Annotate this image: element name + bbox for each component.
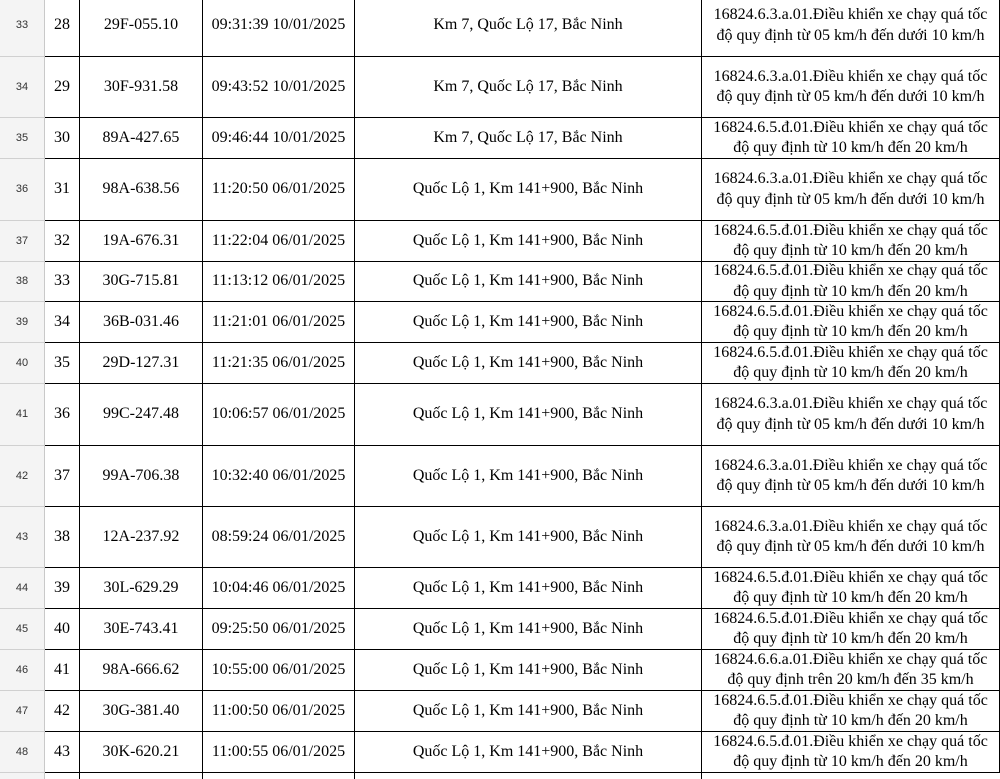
violation-cell xyxy=(702,221,1000,262)
timestamp-cell: 11:00:50 06/01/2025 xyxy=(203,691,355,732)
timestamp-cell: 10:32:40 06/01/2025 xyxy=(203,446,355,507)
location-cell: Quốc Lộ 1, Km 141+900, Bắc Ninh xyxy=(355,302,702,343)
serial-number-cell: 35 xyxy=(45,343,80,384)
serial-number-cell: 34 xyxy=(45,302,80,343)
violation-text: 16824.6.3.a.01.Điều khiển xe chạy quá tốc độ quy định từ 05 km/h đến dưới 10 km/h xyxy=(713,456,988,494)
timestamp-cell: 10:55:00 06/01/2025 xyxy=(203,650,355,691)
table-row xyxy=(0,568,1000,609)
timestamp-cell: 11:21:01 06/01/2025 xyxy=(203,302,355,343)
table-row xyxy=(0,302,1000,343)
row-number: 36 xyxy=(0,159,45,221)
serial-number-cell: 42 xyxy=(45,691,80,732)
table-row xyxy=(0,446,1000,507)
table-row xyxy=(0,0,1000,57)
violation-text: 16824.6.5.đ.01.Điều khiển xe chạy quá tốc độ quy định từ 10 km/h đến 20 km/h xyxy=(713,609,988,647)
violation-text: 16824.6.5.đ.01.Điều khiển xe chạy quá tốc độ quy định từ 10 km/h đến 20 km/h xyxy=(713,568,988,606)
serial-number-cell: 41 xyxy=(45,650,80,691)
license-plate-cell: 19A-676.31 xyxy=(80,221,203,262)
violation-text: 16824.6.3.a.01.Điều khiển xe chạy quá tốc độ quy định từ 05 km/h đến dưới 10 km/h xyxy=(713,395,988,433)
location-cell: Quốc Lộ 1, Km 141+900, Bắc Ninh xyxy=(355,691,702,732)
row-number: 48 xyxy=(0,732,45,773)
location-cell: Quốc Lộ 1, Km 141+900, Bắc Ninh xyxy=(355,159,702,221)
serial-number-cell: 36 xyxy=(45,384,80,446)
timestamp-cell: 10:06:57 06/01/2025 xyxy=(203,384,355,446)
row-number: 45 xyxy=(0,609,45,650)
table-row xyxy=(0,507,1000,568)
serial-number-cell: 43 xyxy=(45,732,80,773)
table-row xyxy=(0,691,1000,732)
table-row xyxy=(0,732,1000,773)
table-row xyxy=(0,650,1000,691)
violation-text: 16824.6.5.đ.01.Điều khiển xe chạy quá tốc độ quy định từ 10 km/h đến 20 km/h xyxy=(713,302,988,340)
timestamp-cell: 09:43:52 10/01/2025 xyxy=(203,57,355,118)
serial-number-cell: 28 xyxy=(45,0,80,57)
table-row xyxy=(0,118,1000,159)
violation-cell xyxy=(702,384,1000,446)
violation-cell xyxy=(702,343,1000,384)
violation-text: 16824.6.3.a.01.Điều khiển xe chạy quá tốc độ quy định từ 05 km/h đến dưới 10 km/h xyxy=(713,170,988,208)
timestamp-cell: 08:59:24 06/01/2025 xyxy=(203,507,355,568)
table-row xyxy=(0,221,1000,262)
timestamp-cell: 11:22:04 06/01/2025 xyxy=(203,221,355,262)
row-number: 35 xyxy=(0,118,45,159)
location-cell: Quốc Lộ 1, Km 141+900, Bắc Ninh xyxy=(355,609,702,650)
row-number: 44 xyxy=(0,568,45,609)
violation-cell xyxy=(702,159,1000,221)
location-cell: Km 7, Quốc Lộ 17, Bắc Ninh xyxy=(355,57,702,118)
timestamp-cell: 09:25:50 06/01/2025 xyxy=(203,609,355,650)
violation-cell xyxy=(702,262,1000,302)
row-number: 40 xyxy=(0,343,45,384)
violation-text: 16824.6.5.đ.01.Điều khiển xe chạy quá tốc độ quy định từ 10 km/h đến 20 km/h xyxy=(713,262,988,300)
row-number-stub xyxy=(0,773,45,779)
license-plate-cell: 29D-127.31 xyxy=(80,343,203,384)
license-plate-cell: 30E-743.41 xyxy=(80,609,203,650)
violation-text: 16824.6.5.đ.01.Điều khiển xe chạy quá tốc độ quy định từ 10 km/h đến 20 km/h xyxy=(713,732,988,770)
table-row xyxy=(0,609,1000,650)
violation-cell xyxy=(702,446,1000,507)
violation-text: 16824.6.6.a.01.Điều khiển xe chạy quá tốc độ quy định trên 20 km/h đến 35 km/h xyxy=(713,650,988,688)
violation-cell xyxy=(702,732,1000,773)
license-plate-cell: 30F-931.58 xyxy=(80,57,203,118)
timestamp-cell: 09:46:44 10/01/2025 xyxy=(203,118,355,159)
location-cell: Quốc Lộ 1, Km 141+900, Bắc Ninh xyxy=(355,568,702,609)
violation-text: 16824.6.5.đ.01.Điều khiển xe chạy quá tốc độ quy định từ 10 km/h đến 20 km/h xyxy=(713,221,988,259)
table-row xyxy=(0,262,1000,302)
violation-cell xyxy=(702,691,1000,732)
location-cell: Quốc Lộ 1, Km 141+900, Bắc Ninh xyxy=(355,732,702,773)
partial-next-row xyxy=(0,773,1000,779)
location-cell: Km 7, Quốc Lộ 17, Bắc Ninh xyxy=(355,118,702,159)
license-plate-cell: 89A-427.65 xyxy=(80,118,203,159)
license-plate-cell: 30G-381.40 xyxy=(80,691,203,732)
serial-number-cell: 29 xyxy=(45,57,80,118)
timestamp-cell: 09:31:39 10/01/2025 xyxy=(203,0,355,57)
license-plate-cell: 99C-247.48 xyxy=(80,384,203,446)
timestamp-cell: 11:00:55 06/01/2025 xyxy=(203,732,355,773)
violation-cell xyxy=(702,650,1000,691)
row-number: 43 xyxy=(0,507,45,568)
violation-text: 16824.6.3.a.01.Điều khiển xe chạy quá tốc độ quy định từ 05 km/h đến dưới 10 km/h xyxy=(713,67,988,105)
serial-number-cell: 39 xyxy=(45,568,80,609)
violation-cell xyxy=(702,302,1000,343)
license-plate-cell: 30L-629.29 xyxy=(80,568,203,609)
table-row xyxy=(0,384,1000,446)
license-plate-cell: 98A-638.56 xyxy=(80,159,203,221)
license-plate-cell: 12A-237.92 xyxy=(80,507,203,568)
location-cell: Quốc Lộ 1, Km 141+900, Bắc Ninh xyxy=(355,446,702,507)
location-cell: Quốc Lộ 1, Km 141+900, Bắc Ninh xyxy=(355,384,702,446)
violation-cell xyxy=(702,118,1000,159)
row-number: 34 xyxy=(0,57,45,118)
location-cell: Quốc Lộ 1, Km 141+900, Bắc Ninh xyxy=(355,221,702,262)
row-number: 37 xyxy=(0,221,45,262)
location-cell: Quốc Lộ 1, Km 141+900, Bắc Ninh xyxy=(355,262,702,302)
row-number: 47 xyxy=(0,691,45,732)
violation-text: 16824.6.5.đ.01.Điều khiển xe chạy quá tốc độ quy định từ 10 km/h đến 20 km/h xyxy=(713,118,988,156)
serial-number-cell: 32 xyxy=(45,221,80,262)
table-row xyxy=(0,57,1000,118)
serial-number-cell: 31 xyxy=(45,159,80,221)
serial-number-cell: 37 xyxy=(45,446,80,507)
license-plate-cell: 36B-031.46 xyxy=(80,302,203,343)
row-number: 38 xyxy=(0,262,45,302)
violation-cell xyxy=(702,507,1000,568)
violation-text: 16824.6.5.đ.01.Điều khiển xe chạy quá tốc độ quy định từ 10 km/h đến 20 km/h xyxy=(713,343,988,381)
violation-text: 16824.6.5.đ.01.Điều khiển xe chạy quá tốc độ quy định từ 10 km/h đến 20 km/h xyxy=(713,691,988,729)
location-cell: Quốc Lộ 1, Km 141+900, Bắc Ninh xyxy=(355,343,702,384)
violation-cell xyxy=(702,0,1000,57)
license-plate-cell: 30G-715.81 xyxy=(80,262,203,302)
serial-number-cell: 40 xyxy=(45,609,80,650)
license-plate-cell: 98A-666.62 xyxy=(80,650,203,691)
location-cell: Quốc Lộ 1, Km 141+900, Bắc Ninh xyxy=(355,507,702,568)
serial-number-cell: 38 xyxy=(45,507,80,568)
location-cell: Km 7, Quốc Lộ 17, Bắc Ninh xyxy=(355,0,702,57)
timestamp-cell: 11:21:35 06/01/2025 xyxy=(203,343,355,384)
row-number: 46 xyxy=(0,650,45,691)
violation-text: 16824.6.3.a.01.Điều khiển xe chạy quá tốc độ quy định từ 05 km/h đến dưới 10 km/h xyxy=(713,6,988,44)
violation-cell xyxy=(702,57,1000,118)
license-plate-cell: 30K-620.21 xyxy=(80,732,203,773)
row-number: 33 xyxy=(0,0,45,57)
table-row xyxy=(0,159,1000,221)
serial-number-cell: 30 xyxy=(45,118,80,159)
serial-number-cell: 33 xyxy=(45,262,80,302)
license-plate-cell: 99A-706.38 xyxy=(80,446,203,507)
violation-cell xyxy=(702,609,1000,650)
table-row xyxy=(0,343,1000,384)
violation-cell xyxy=(702,568,1000,609)
row-number: 39 xyxy=(0,302,45,343)
violation-text: 16824.6.3.a.01.Điều khiển xe chạy quá tốc độ quy định từ 05 km/h đến dưới 10 km/h xyxy=(713,517,988,555)
row-number: 41 xyxy=(0,384,45,446)
location-cell: Quốc Lộ 1, Km 141+900, Bắc Ninh xyxy=(355,650,702,691)
timestamp-cell: 11:13:12 06/01/2025 xyxy=(203,262,355,302)
timestamp-cell: 11:20:50 06/01/2025 xyxy=(203,159,355,221)
timestamp-cell: 10:04:46 06/01/2025 xyxy=(203,568,355,609)
row-number: 42 xyxy=(0,446,45,507)
license-plate-cell: 29F-055.10 xyxy=(80,0,203,57)
